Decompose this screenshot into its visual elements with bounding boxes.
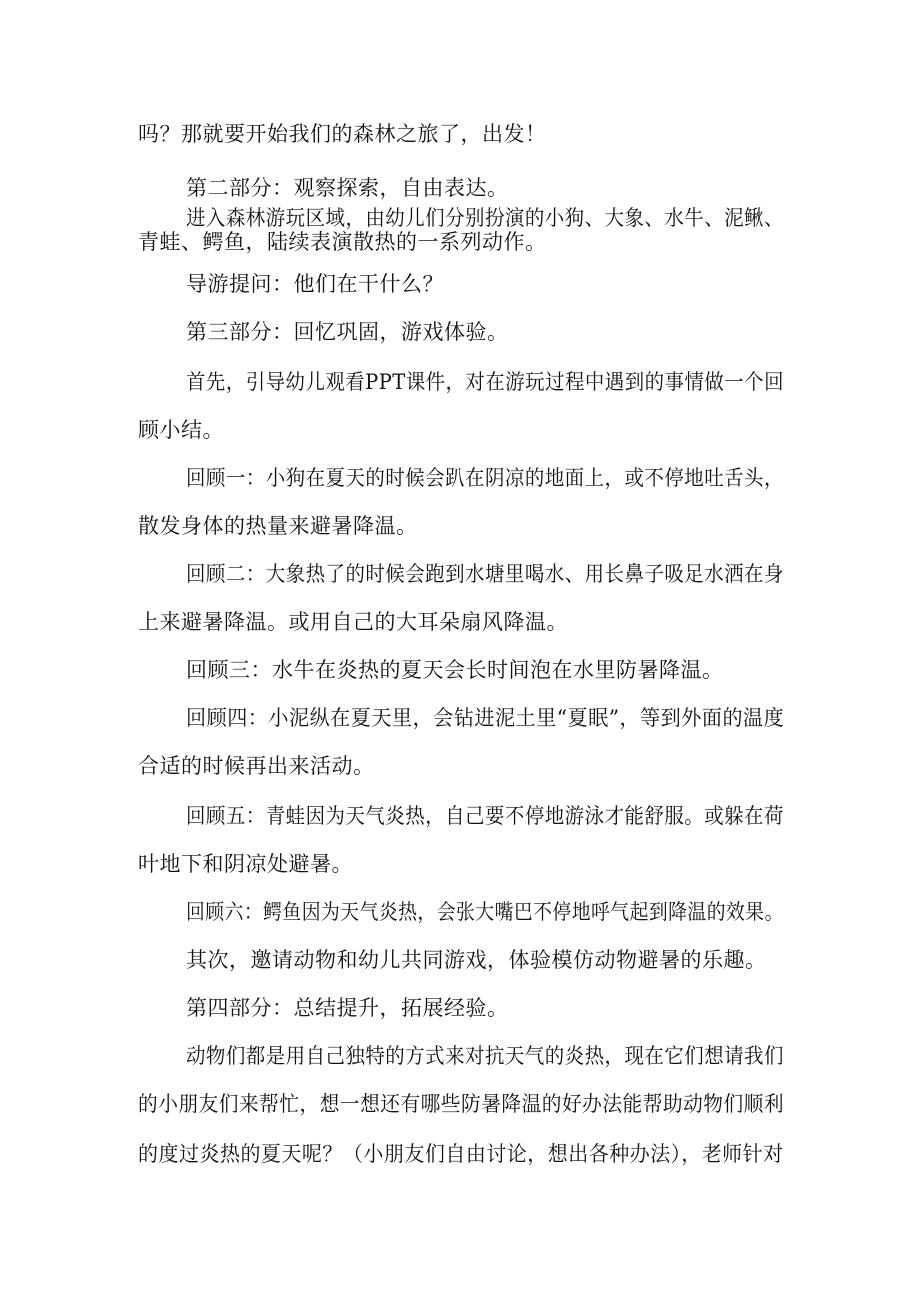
text-line: 回顾一：小狗在夏天的时候会趴在阴凉的地面上，或不停地吐舌头，	[186, 466, 784, 490]
section-heading: 第二部分：观察探索，自由表达。	[186, 176, 509, 200]
text-line: 动物们都是用自己独特的方式来对抗天气的炎热，现在它们想请我们	[186, 1044, 784, 1068]
text-line: 其次，邀请动物和幼儿共同游戏，体验模仿动物避暑的乐趣。	[186, 948, 767, 972]
text-line: 首先，引导幼儿观看PPT课件，对在游玩过程中遇到的事情做一个回	[186, 370, 784, 394]
text-line: 进入森林游玩区域，由幼儿们分别扮演的小狗、大象、水牛、泥鳅、	[186, 206, 784, 230]
text-line: 叶地下和阴凉处避暑。	[138, 852, 353, 876]
text-line: 回顾四：小泥纵在夏天里，会钻进泥土里“夏眠”，等到外面的温度	[186, 706, 785, 730]
section-heading: 第四部分：总结提升，拓展经验。	[186, 996, 509, 1020]
text-line: 回顾五：青蛙因为天气炎热，自己要不停地游泳才能舒服。或躲在荷	[186, 804, 784, 828]
text-line: 导游提问：他们在干什么？	[186, 272, 444, 296]
text-line: 回顾二：大象热了的时候会跑到水塘里喝水、用长鼻子吸足水洒在身	[186, 562, 784, 586]
text-line: 回顾三：水牛在炎热的夏天会长时间泡在水里防暑降温。	[186, 658, 724, 682]
text-line: 的小朋友们来帮忙，想一想还有哪些防暑降温的好办法能帮助动物们顺利	[138, 1092, 785, 1116]
text-line: 合适的时候再出来活动。	[138, 754, 375, 778]
text-line: 吗？那就要开始我们的森林之旅了，出发！	[138, 122, 547, 146]
text-line: 上来避暑降温。或用自己的大耳朵扇风降温。	[138, 610, 568, 634]
text-line: 青蛙、鳄鱼，陆续表演散热的一系列动作。	[138, 230, 547, 254]
text-line: 散发身体的热量来避暑降温。	[138, 514, 418, 538]
text-line: 回顾六：鳄鱼因为天气炎热，会张大嘴巴不停地呼气起到降温的效果。	[186, 900, 784, 924]
section-heading: 第三部分：回忆巩固，游戏体验。	[186, 320, 509, 344]
text-line: 的度过炎热的夏天呢？（小朋友们自由讨论，想出各种办法），老师针对	[138, 1142, 784, 1166]
text-line: 顾小结。	[138, 418, 224, 442]
